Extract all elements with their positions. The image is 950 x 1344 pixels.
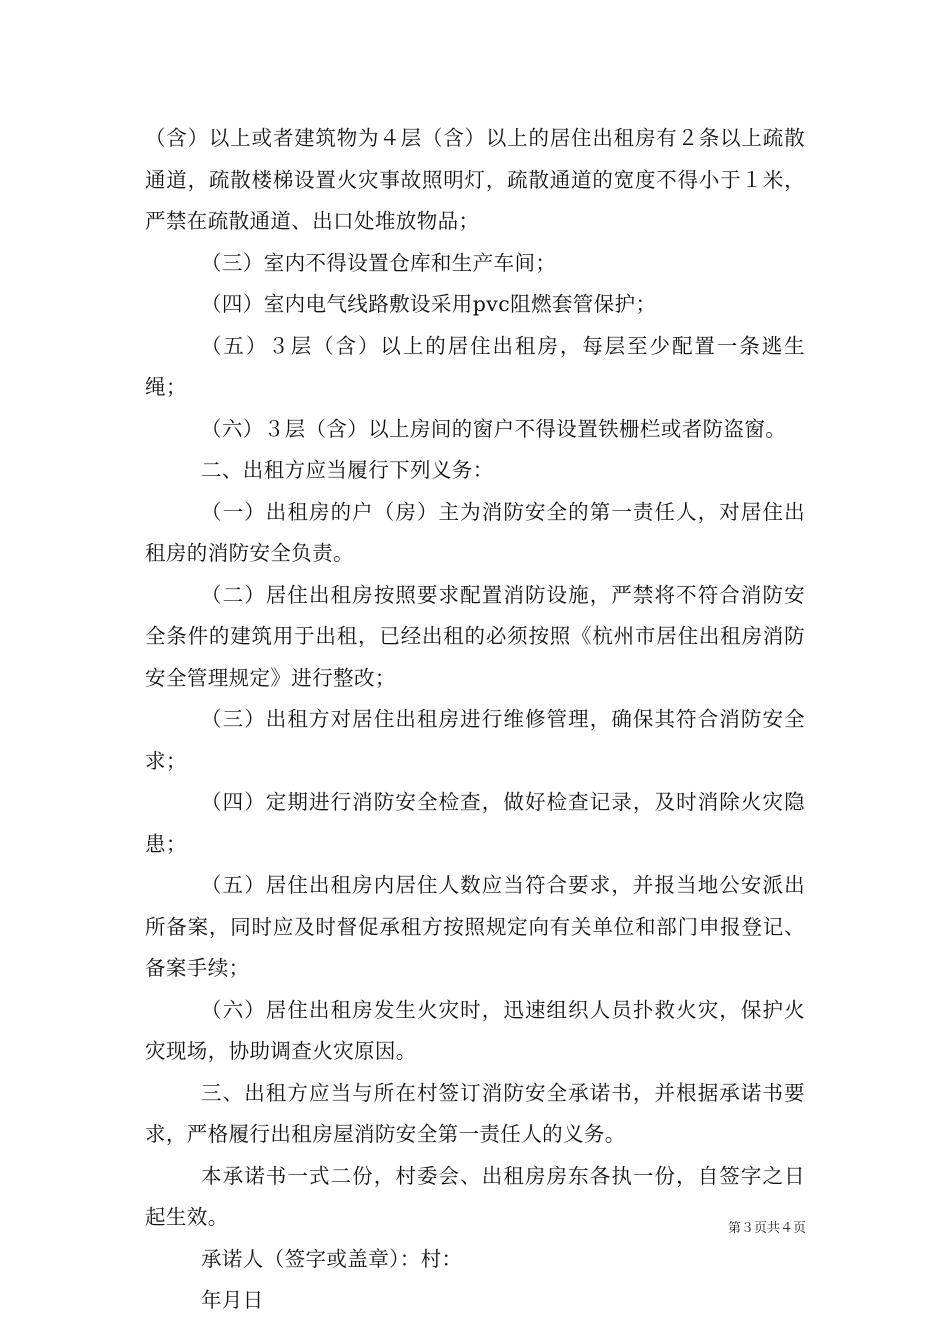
paragraph-item-4: （四）室内电气线路敷设采用pvc阻燃套管保护； [201,292,657,316]
paragraph-item-6: （六）３层（含）以上房间的窗户不得设置铁栅栏或者防盗窗。 [201,416,787,441]
obligation-item-1: （一）出租房的户（房）主为消防安全的第一责任人，对居住出租房的消防安全负责。 [145,499,805,565]
document-body [145,118,805,1322]
signature-line: 承诺人（签字或盖章）：村： [201,1246,463,1271]
obligation-item-4: （四）定期进行消防安全检查，做好检查记录，及时消除火灾隐患； [145,790,805,856]
paragraph-item-5: （五）３层（含）以上的居住出租房，每层至少配置一条逃生绳； [145,333,805,399]
paragraph-item-3: （三）室内不得设置仓库和生产车间； [201,250,557,275]
obligation-item-2: （二）居住出租房按照要求配置消防设施，严禁将不符合消防安全条件的建筑用于出租，已经出租的必须按照《杭州市居住出租房消防安全管理规定》进行整改； [145,582,805,690]
section-heading-2: 二、出租方应当履行下列义务： [201,458,494,482]
obligation-item-6: （六）居住出租房发生火灾时，迅速组织人员扑救火灾，保护火灾现场，协助调查火灾原因。 [145,997,805,1063]
page-number-footer: 第３页共４页 [727,1221,806,1236]
validity-statement: 本承诺书一式二份，村委会、出租房房东各执一份，自签字之日起生效。 [145,1163,805,1229]
obligation-item-3: （三）出租方对居住出租房进行维修管理，确保其符合消防安全求； [145,707,805,773]
paragraph-continuation: （含）以上或者建筑物为４层（含）以上的居住出租房有２条以上疏散通道，疏散楼梯设置火灾事故照明灯，疏散通道的宽度不得小于１米，严禁在疏散通道、出口处堆放物品； [145,126,805,233]
obligation-item-5: （五）居住出租房内居住人数应当符合要求，并报当地公安派出所备案，同时应及时督促承租方按照规定向有关单位和部门申报登记、备案手续； [145,873,805,980]
section-paragraph-3: 三、出租方应当与所在村签订消防安全承诺书，并根据承诺书要求，严格履行出租房屋消防安全第一责任人的义务。 [145,1080,805,1146]
date-line: 年月日 [201,1288,264,1312]
